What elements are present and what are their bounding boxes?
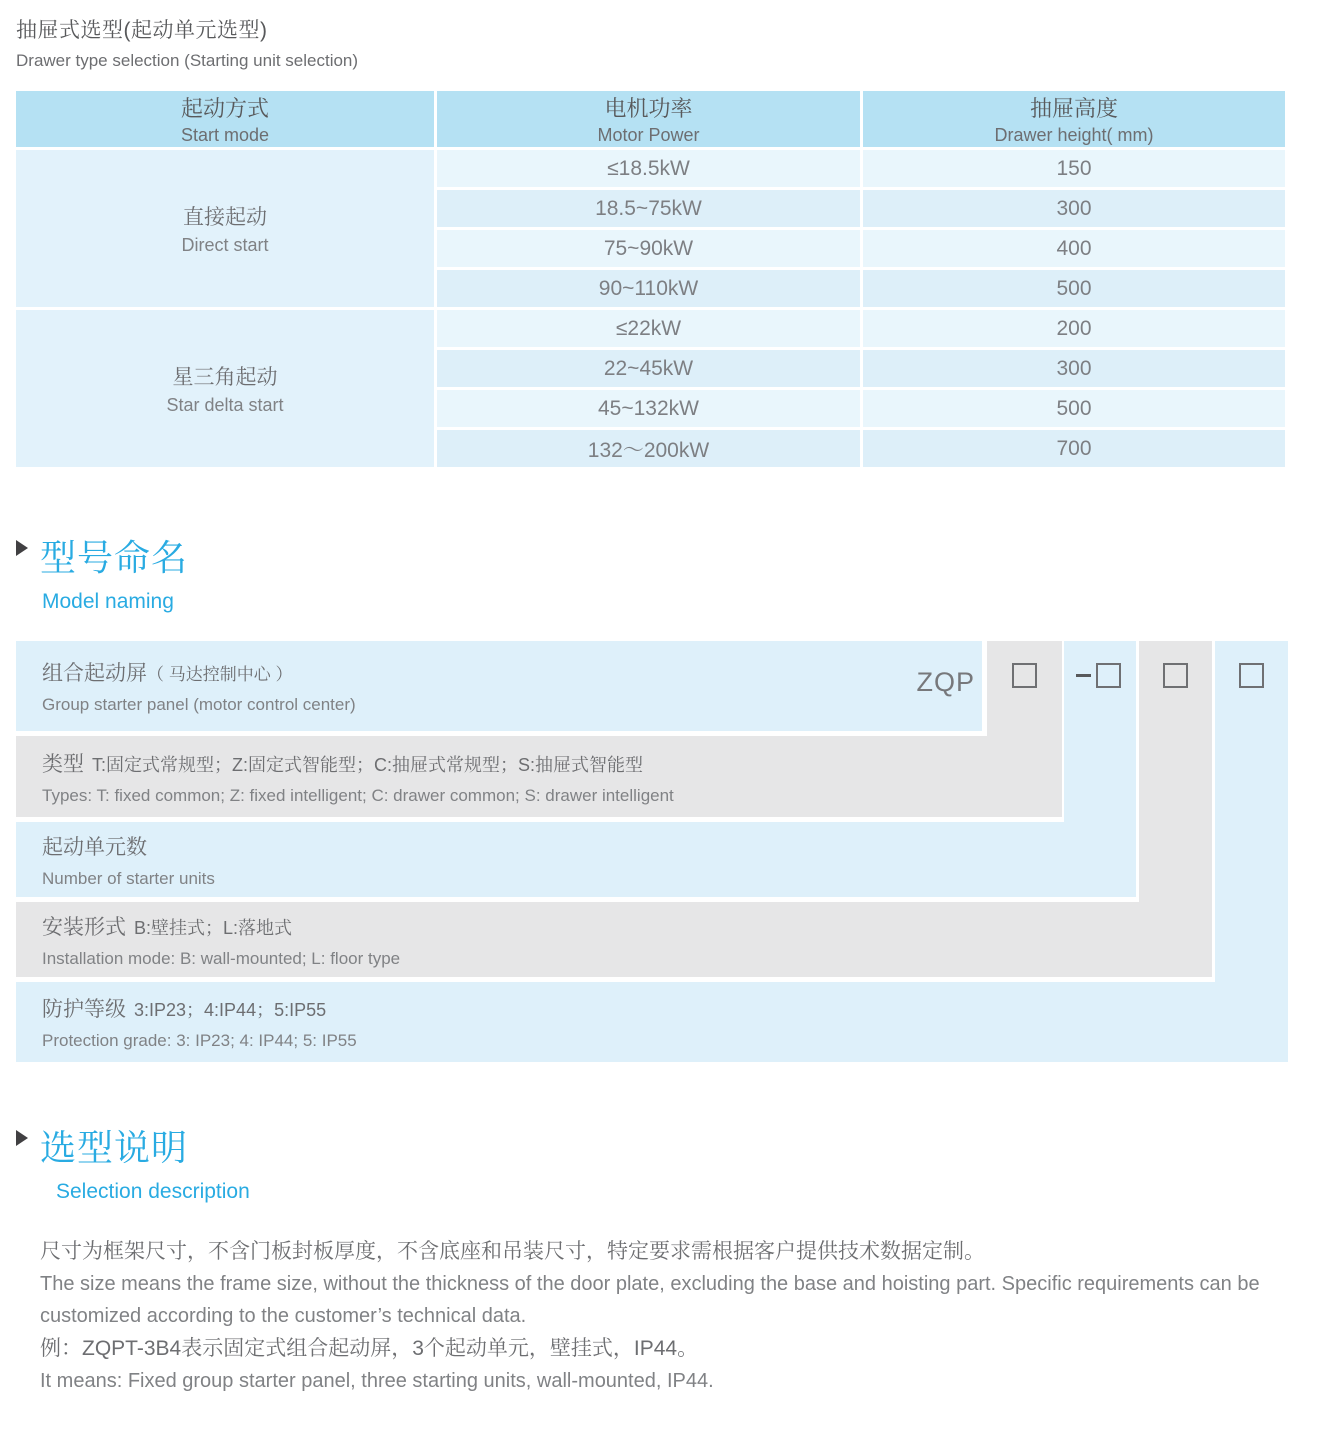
drawer-height-cell: 150 [863, 150, 1285, 187]
section-title-zh: 型号命名 [40, 537, 189, 578]
header-label-en: Start mode [180, 125, 269, 145]
band-label-zh: 类型 [42, 752, 84, 776]
table-row [16, 150, 1285, 187]
naming-column-starter-units [1064, 641, 1136, 897]
motor-power-cell: 18.5~75kW [437, 190, 860, 227]
group-cell-direct-start [16, 150, 434, 307]
col-header-motor-power [437, 91, 860, 147]
header-label-zh: 起动方式 [180, 96, 269, 121]
band-label-zh: 防护等级 [42, 998, 126, 1021]
band-label-en: Protection grade: 3: IP23; 4: IP44; 5: IP55 [42, 1031, 357, 1050]
header-label-en: Motor Power [597, 125, 700, 145]
example-paragraph-zh: 例：ZQPT-3B4表示固定式组合起动屏，3个起动单元，壁挂式，IP44。 [40, 1337, 699, 1360]
drawer-height-cell: 300 [863, 350, 1285, 387]
page-header [16, 14, 1288, 71]
drawer-height-cell: 500 [863, 390, 1285, 427]
drawer-selection-table [13, 88, 1288, 470]
motor-power-cell: ≤22kW [437, 310, 860, 347]
motor-power-cell: 132～200kW [437, 430, 860, 467]
naming-band-group-starter-panel [16, 641, 982, 731]
table-row [16, 310, 1285, 347]
band-label-en: Installation mode: B: wall-mounted; L: floor type [42, 948, 401, 968]
band-label-zh: 起动单元数 [42, 835, 147, 859]
dash-separator-icon [1076, 674, 1091, 677]
page-title-en: Drawer type selection (Starting unit selection) [16, 51, 359, 70]
naming-band-protection-grade [16, 982, 1288, 1062]
group-label-en: Star delta start [166, 395, 284, 415]
drawer-height-cell: 700 [863, 430, 1285, 467]
naming-column-installation-mode [1139, 641, 1212, 977]
page-title-zh: 抽屉式选型(起动单元选型) [16, 19, 268, 42]
band-label-en: Types: T: fixed common; Z: fixed intelligent; C: drawer common; S: drawer intelligent [42, 785, 674, 805]
description-paragraph-zh: 尺寸为框架尺寸，不含门板封板厚度，不含底座和吊装尺寸，特定要求需根据客户提供技术数据定制。 [40, 1240, 985, 1263]
header-label-zh: 抽屉高度 [1030, 96, 1119, 121]
motor-power-cell: 45~132kW [437, 390, 860, 427]
drawer-height-cell: 300 [863, 190, 1285, 227]
naming-band-installation-mode [16, 902, 1212, 977]
header-label-en: Drawer height( mm) [994, 125, 1154, 145]
section-title-en: Selection description [56, 1180, 250, 1203]
band-detail-zh: T:固定式常规型；Z:固定式智能型；C:抽屉式常规型；S:抽屉式智能型 [92, 754, 644, 775]
band-label-zh: 组合起动屏 [42, 662, 147, 685]
group-label-zh: 直接起动 [182, 206, 267, 229]
naming-column-protection-grade [1215, 641, 1288, 1062]
band-label-en: Group starter panel (motor control center) [42, 695, 356, 714]
naming-band-type [16, 736, 1062, 817]
section-title-en: Model naming [42, 590, 174, 613]
code-placeholder-box-icon [1163, 663, 1188, 688]
model-code-prefix: ZQP [916, 667, 975, 697]
naming-band-starter-units [16, 822, 1136, 897]
section-title-zh: 选型说明 [40, 1127, 189, 1168]
triangle-marker-icon [16, 1130, 28, 1146]
band-label-zh: 安装形式 [42, 915, 126, 939]
model-naming-diagram [16, 641, 1288, 1062]
description-paragraph-en: The size means the frame size, without the thickness of the door plate, excluding the base and hoisting part. Specific requirements can be customized according to the customer’s technical data. [40, 1273, 1260, 1327]
table-header-row [16, 91, 1285, 147]
triangle-marker-icon [16, 540, 28, 556]
col-header-drawer-height [863, 91, 1285, 147]
group-label-en: Direct start [181, 235, 269, 255]
band-detail-zh: 3:IP23；4:IP44；5:IP55 [134, 1000, 327, 1020]
code-placeholder-box-icon [1239, 663, 1264, 688]
motor-power-cell: ≤18.5kW [437, 150, 860, 187]
band-label-zh-sub: （ 马达控制中心 ） [147, 665, 293, 684]
motor-power-cell: 75~90kW [437, 230, 860, 267]
section-model-naming-header [16, 530, 1288, 614]
motor-power-cell: 90~110kW [437, 270, 860, 307]
drawer-height-cell: 200 [863, 310, 1285, 347]
section-selection-description-header [16, 1120, 1288, 1204]
example-paragraph-en: It means: Fixed group starter panel, three starting units, wall-mounted, IP44. [40, 1370, 714, 1392]
group-cell-star-delta-start [16, 310, 434, 467]
col-header-start-mode [16, 91, 434, 147]
header-label-zh: 电机功率 [604, 96, 693, 121]
drawer-height-cell: 500 [863, 270, 1285, 307]
group-label-zh: 星三角起动 [172, 366, 278, 389]
code-placeholder-box-icon [1096, 663, 1121, 688]
drawer-height-cell: 400 [863, 230, 1285, 267]
naming-column-type [987, 641, 1062, 817]
band-label-en: Number of starter units [42, 868, 215, 888]
code-placeholder-box-icon [1012, 663, 1037, 688]
band-detail-zh: B:壁挂式；L:落地式 [134, 917, 293, 938]
motor-power-cell: 22~45kW [437, 350, 860, 387]
selection-description-text [16, 1235, 1272, 1397]
